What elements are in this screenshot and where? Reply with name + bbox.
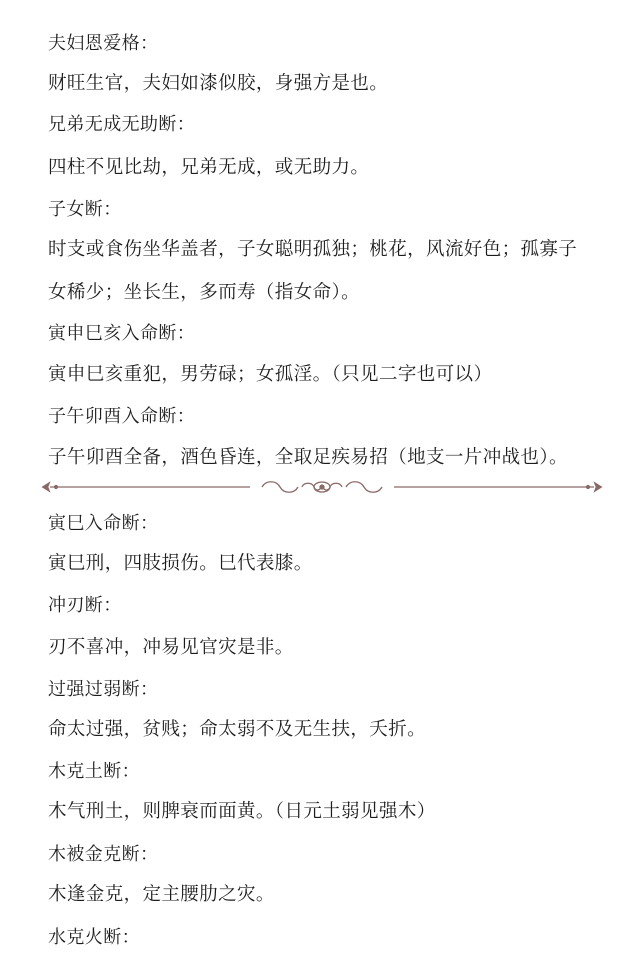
section-heading: 子午卯酉入命断： bbox=[48, 406, 196, 427]
section-heading: 水克火断： bbox=[48, 927, 140, 948]
scroll-ornament-icon bbox=[262, 482, 382, 493]
section-text: 时支或食伤坐华盖者，子女聪明孤独；桃花，风流好色；孤寡子 bbox=[48, 239, 578, 260]
divider-left-arrow-icon bbox=[42, 482, 250, 492]
section-heading: 子女断： bbox=[48, 199, 122, 220]
section-text: 四柱不见比劫，兄弟无成，或无助力。 bbox=[48, 157, 370, 178]
section-text: 财旺生官，夫妇如漆似胶，身强方是也。 bbox=[48, 73, 389, 94]
decorative-divider bbox=[40, 476, 604, 498]
section-heading: 寅申巳亥入命断： bbox=[48, 323, 196, 344]
section-heading: 木被金克断： bbox=[48, 844, 159, 865]
section-text: 子午卯酉全备，酒色昏连，全取足疾易招（地支一片冲战也）。 bbox=[48, 447, 568, 468]
section-text: 木逢金克，定主腰肋之灾。 bbox=[48, 884, 275, 905]
section-heading: 冲刃断： bbox=[48, 595, 122, 616]
divider-right-arrow-icon bbox=[394, 482, 602, 492]
section-text: 刃不喜冲，冲易见官灾是非。 bbox=[48, 637, 294, 658]
section-heading: 兄弟无成无助断： bbox=[48, 114, 196, 135]
section-heading: 过强过弱断： bbox=[48, 679, 159, 700]
section-text: 命太过强，贫贱；命太弱不及无生扶，夭折。 bbox=[48, 719, 427, 740]
section-heading: 寅巳入命断： bbox=[48, 513, 159, 534]
section-text: 寅申巳亥重犯，男劳碌；女孤淫。（只见二字也可以） bbox=[48, 364, 493, 385]
section-text: 木气刑土，则脾衰而面黄。（日元土弱见强木） bbox=[48, 801, 436, 822]
section-text: 寅巳刑，四肢损伤。巳代表膝。 bbox=[48, 553, 313, 574]
section-heading: 木克土断： bbox=[48, 761, 140, 782]
section-text: 女稀少；坐长生，多而寿（指女命）。 bbox=[48, 282, 361, 303]
section-heading: 夫妇恩爱格： bbox=[48, 33, 159, 54]
